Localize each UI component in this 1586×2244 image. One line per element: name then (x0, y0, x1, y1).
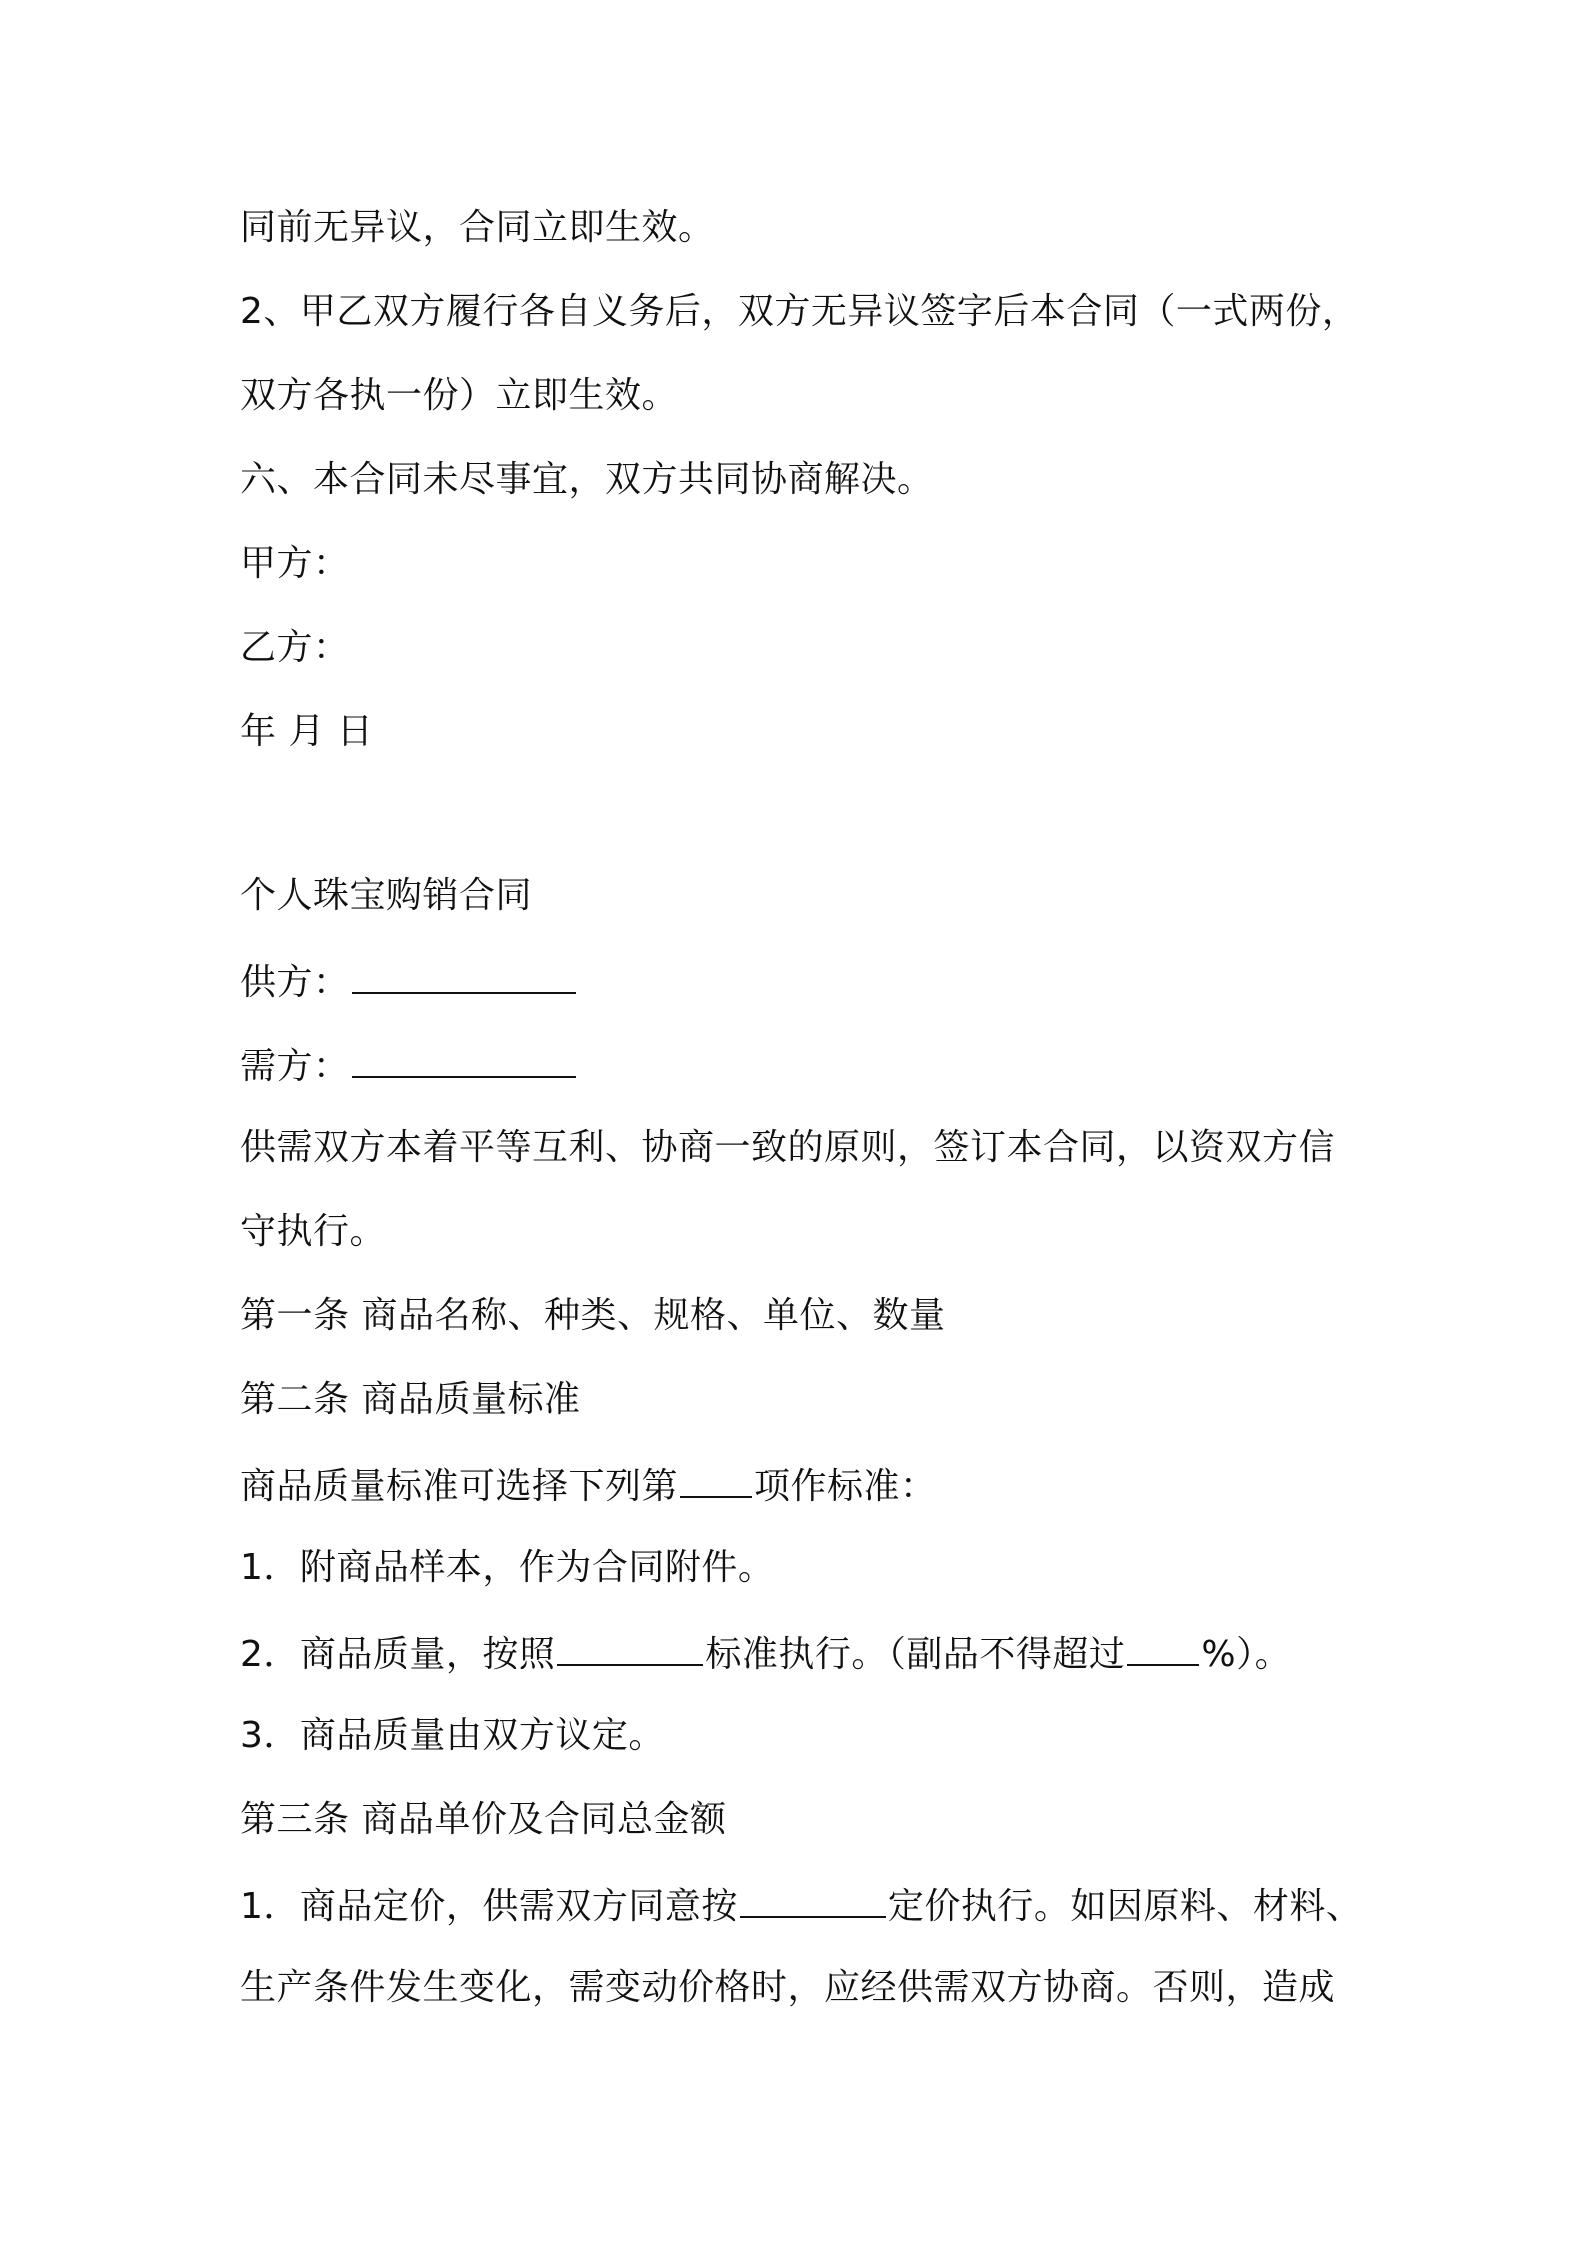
buyer-label: 需方： (240, 1046, 350, 1087)
item-number-blank (680, 1462, 752, 1498)
party-a-label: 甲方： (240, 543, 350, 584)
quality-row (240, 1630, 1291, 1677)
text-line: 供需双方本着平等互利、协商一致的原则，签订本合同，以资双方信 (240, 1127, 1336, 1168)
text-segment: 项作标准： (754, 1466, 937, 1507)
text-line: 守执行。 (240, 1211, 387, 1252)
supplier-row (240, 958, 578, 1005)
buyer-blank (352, 1042, 576, 1078)
standard-blank (557, 1630, 703, 1666)
pricing-row (240, 1882, 1362, 1929)
text-line: 2、甲乙双方履行各自义务后，双方无异议签字后本合同（一式两份， (240, 291, 1359, 332)
text-segment: %）。 (1201, 1634, 1292, 1675)
article-three-heading: 第三条 商品单价及合同总金额 (240, 1799, 727, 1840)
price-blank (740, 1882, 886, 1918)
text-segment: 标准执行。（副品不得超过 (705, 1634, 1126, 1675)
buyer-row (240, 1042, 578, 1089)
date-line: 年 月 日 (240, 711, 374, 752)
quality-standard-row (240, 1462, 937, 1509)
text-segment: 商品质量标准可选择下列第 (240, 1466, 679, 1507)
percent-blank (1127, 1630, 1199, 1666)
text-segment: 2．商品质量，按照 (240, 1634, 556, 1675)
text-line: 生产条件发生变化，需变动价格时，应经供需双方协商。否则，造成 (240, 1967, 1336, 2008)
text-line: 1．附商品样本，作为合同附件。 (240, 1547, 775, 1588)
text-segment: 1．商品定价，供需双方同意按 (240, 1886, 738, 1927)
supplier-blank (352, 958, 576, 994)
clause-six: 六、本合同未尽事宜，双方共同协商解决。 (240, 459, 934, 500)
article-two-heading: 第二条 商品质量标准 (240, 1379, 581, 1420)
supplier-label: 供方： (240, 962, 350, 1003)
article-one-heading: 第一条 商品名称、种类、规格、单位、数量 (240, 1295, 946, 1336)
text-line: 3．商品质量由双方议定。 (240, 1715, 665, 1756)
contract-title: 个人珠宝购销合同 (240, 875, 533, 916)
text-line: 同前无异议，合同立即生效。 (240, 207, 715, 248)
text-line: 双方各执一份）立即生效。 (240, 375, 679, 416)
party-b-label: 乙方： (240, 627, 350, 668)
text-segment: 定价执行。如因原料、材料、 (887, 1886, 1363, 1927)
